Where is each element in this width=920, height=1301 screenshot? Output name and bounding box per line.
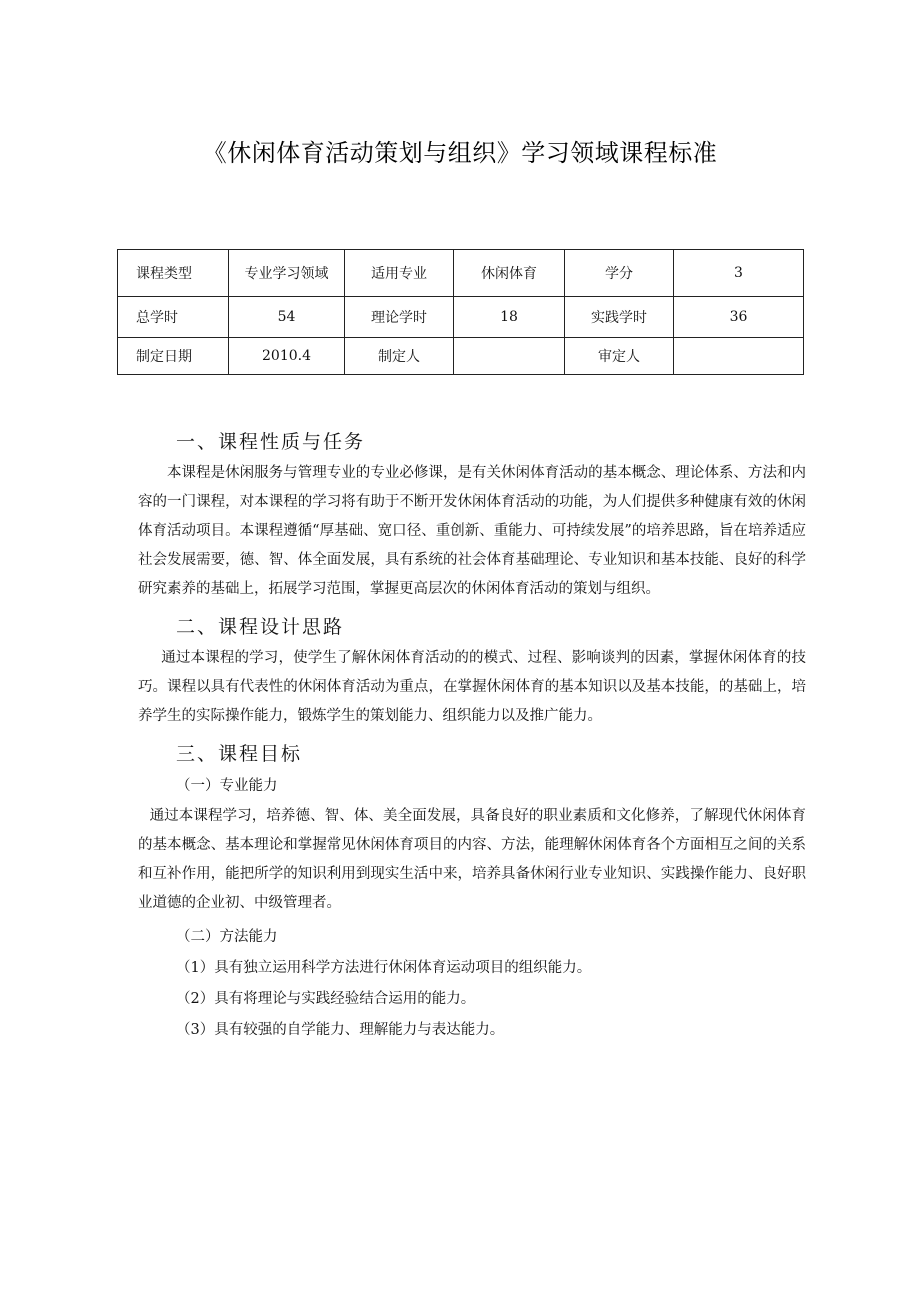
document-title: 《休闲体育活动策划与组织》学习领域课程标准 — [202, 139, 718, 167]
table-cell-label: 课程类型 — [118, 250, 229, 297]
course-info-table — [117, 249, 804, 375]
table-cell-label: 总学时 — [118, 297, 229, 338]
table-cell-label: 适用专业 — [345, 250, 454, 297]
table-cell-value: 18 — [454, 297, 565, 338]
table-cell-label: 审定人 — [565, 338, 674, 375]
section-paragraph-nature: 本课程是休闲服务与管理专业的专业必修课，是有关休闲体育活动的基本概念、理论体系、方法和内容的一门课程，对本课程的学习将有助于不断开发休闲体育活动的功能，为人们提供多种健康有效的休闲体育活动项目。本课程遵循“厚基础、宽口径、重创新、重能力、可持续发展”的培养思路，旨在培养适应社会发展需要，德、智、体全面发展，具有系统的社会体育基础理论、专业知识和基本技能、良好的科学研究素养的基础上，拓展学习范围，掌握更高层次的休闲体育活动的策划与组织。 — [138, 465, 806, 597]
table-cell-label: 制定人 — [345, 338, 454, 375]
list-item: （3）具有较强的自学能力、理解能力与表达能力。 — [176, 1022, 505, 1038]
table-cell-value: 2010.4 — [229, 338, 345, 375]
table-cell-label: 学分 — [565, 250, 674, 297]
table-cell-value: 54 — [229, 297, 345, 338]
section-heading-nature: 一、课程性质与任务 — [176, 431, 366, 453]
list-item: （1）具有独立运用科学方法进行休闲体育运动项目的组织能力。 — [176, 960, 592, 976]
table-cell-value — [674, 338, 804, 375]
table-cell-value: 休闲体育 — [454, 250, 565, 297]
table-cell-label: 实践学时 — [565, 297, 674, 338]
section-paragraph-design: 通过本课程的学习，使学生了解休闲体育活动的的模式、过程、影响谈判的因素，掌握休闲体育的技巧。课程以具有代表性的休闲体育活动为重点，在掌握休闲体育的基本知识以及基本技能，的基础上，培养学生的实际操作能力，锻炼学生的策划能力、组织能力以及推广能力。 — [138, 650, 806, 724]
table-row — [118, 250, 804, 297]
table-cell-value: 36 — [674, 297, 804, 338]
document-body — [138, 425, 806, 1046]
table-cell-value — [454, 338, 565, 375]
table-cell-value: 专业学习领域 — [229, 250, 345, 297]
table-cell-value: 3 — [674, 250, 804, 297]
table-row — [118, 297, 804, 338]
list-item: （2）具有将理论与实践经验结合运用的能力。 — [176, 991, 476, 1007]
section-heading-goals: 三、课程目标 — [176, 743, 303, 765]
subsection-heading-professional: （一）专业能力 — [176, 778, 278, 794]
section-heading-design: 二、课程设计思路 — [176, 616, 345, 638]
table-cell-label: 理论学时 — [345, 297, 454, 338]
table-cell-label: 制定日期 — [118, 338, 229, 375]
table-row — [118, 338, 804, 375]
subsection-heading-method: （二）方法能力 — [176, 929, 278, 945]
subsection-paragraph-professional: 通过本课程学习，培养德、智、体、美全面发展，具备良好的职业素质和文化修养，了解现代休闲体育的基本概念、基本理论和掌握常见休闲体育项目的内容、方法，能理解休闲体育各个方面相互之间的关系和互补作用，能把所学的知识利用到现实生活中来，培养具备休闲行业专业知识、实践操作能力、良好职业道德的企业初、中级管理者。 — [138, 808, 806, 911]
